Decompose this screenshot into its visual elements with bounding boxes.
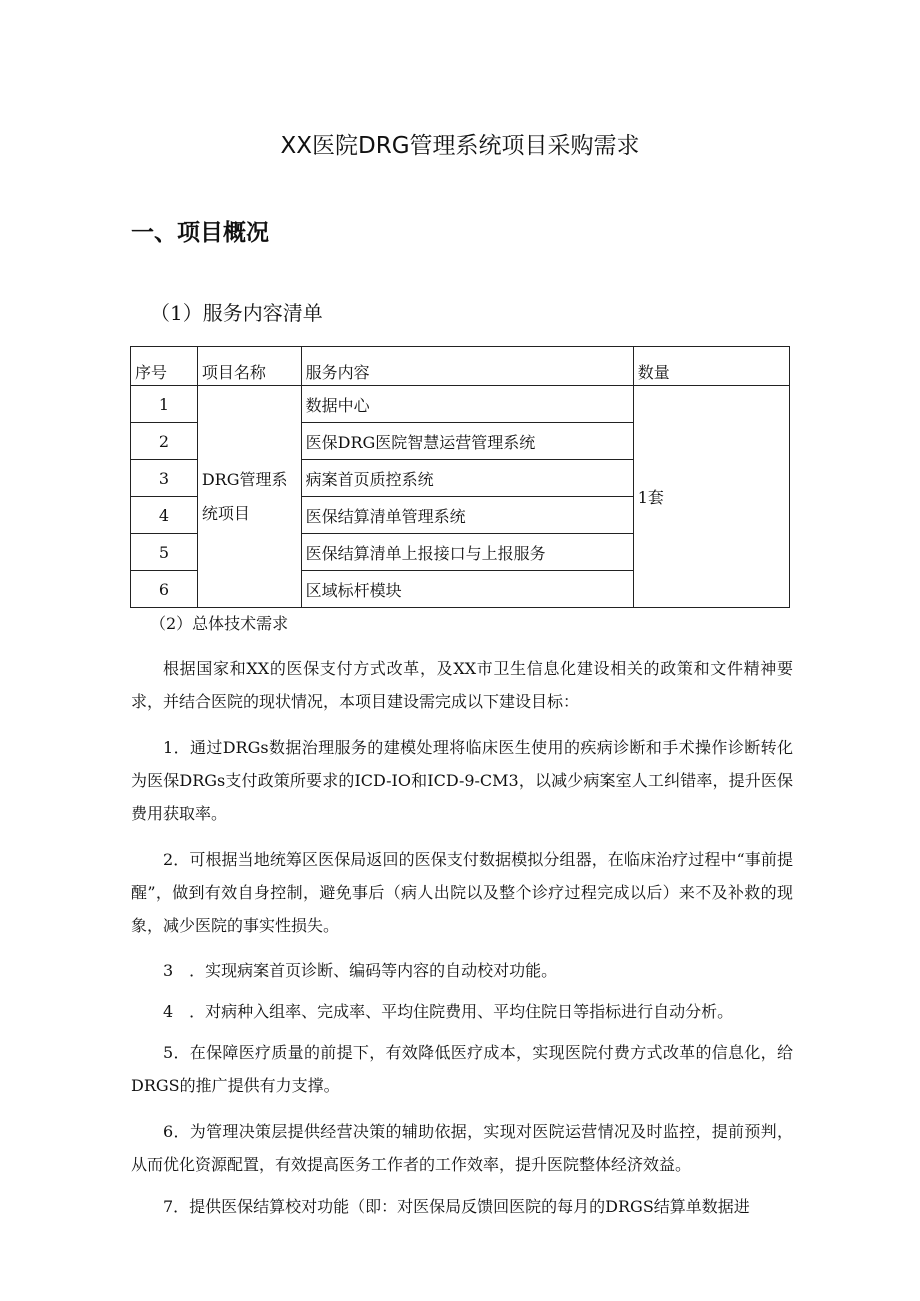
document-title: XX医院DRG管理系统项目采购需求 <box>280 133 640 159</box>
header-project-name: 项目名称 <box>197 347 301 386</box>
project-name-cell: DRG管理系统项目 <box>197 386 301 608</box>
row-service: 数据中心 <box>301 386 633 423</box>
paragraph-goal-3: 3 ．实现病案首页诊断、编码等内容的自动校对功能。 <box>163 961 558 980</box>
row-service: 医保DRG医院智慧运营管理系统 <box>301 423 633 460</box>
header-no: 序号 <box>131 347 198 386</box>
subheading-service-list: （1）服务内容清单 <box>150 301 323 325</box>
paragraph-intro: 根据国家和XX的医保支付方式改革，及XX市卫生信息化建设相关的政策和文件精神要求，并结合医院的现状情况，本项目建设需完成以下建设目标： <box>131 659 793 711</box>
row-service: 区域标杆模块 <box>301 571 633 608</box>
row-no: 4 <box>131 497 198 534</box>
paragraph-goal-4: 4 ．对病种入组率、完成率、平均住院费用、平均住院日等指标进行自动分析。 <box>163 1002 734 1021</box>
row-no: 5 <box>131 534 198 571</box>
header-quantity: 数量 <box>633 347 789 386</box>
row-no: 1 <box>131 386 198 423</box>
table-row <box>131 386 790 423</box>
quantity-cell: 1套 <box>633 386 789 608</box>
paragraph-goal-2: 2．可根据当地统筹区医保局返回的医保支付数据模拟分组器，在临床治疗过程中“事前提醒”，做到有效自身控制，避免事后（病人出院以及整个诊疗过程完成以后）来不及补救的现象，减少医院的事实性损失。 <box>131 850 793 935</box>
paragraph-goal-1: 1．通过DRGs数据治理服务的建模处理将临床医生使用的疾病诊断和手术操作诊断转化为医保DRGs支付政策所要求的ICD-IO和ICD-9-CM3，以减少病案室人工纠错率，提升医保费用获取率。 <box>131 738 793 823</box>
service-content-table <box>130 346 790 608</box>
row-service: 医保结算清单管理系统 <box>301 497 633 534</box>
paragraph-goal-7: 7．提供医保结算校对功能（即：对医保局反馈回医院的每月的DRGS结算单数据进 <box>163 1197 750 1216</box>
subheading-technical-requirements: （2）总体技术需求 <box>150 614 289 633</box>
row-no: 2 <box>131 423 198 460</box>
paragraph-goal-6: 6．为管理决策层提供经营决策的辅助依据，实现对医院运营情况及时监控，提前预判，从而优化资源配置，有效提高医务工作者的工作效率，提升医院整体经济效益。 <box>131 1122 793 1174</box>
header-service: 服务内容 <box>301 347 633 386</box>
section-heading-overview: 一、项目概况 <box>131 220 269 246</box>
row-service: 病案首页质控系统 <box>301 460 633 497</box>
paragraph-goal-5: 5．在保障医疗质量的前提下，有效降低医疗成本，实现医院付费方式改革的信息化，给DRGS的推广提供有力支撑。 <box>131 1043 793 1095</box>
row-no: 6 <box>131 571 198 608</box>
row-no: 3 <box>131 460 198 497</box>
table-header-row <box>131 347 790 386</box>
row-service: 医保结算清单上报接口与上报服务 <box>301 534 633 571</box>
